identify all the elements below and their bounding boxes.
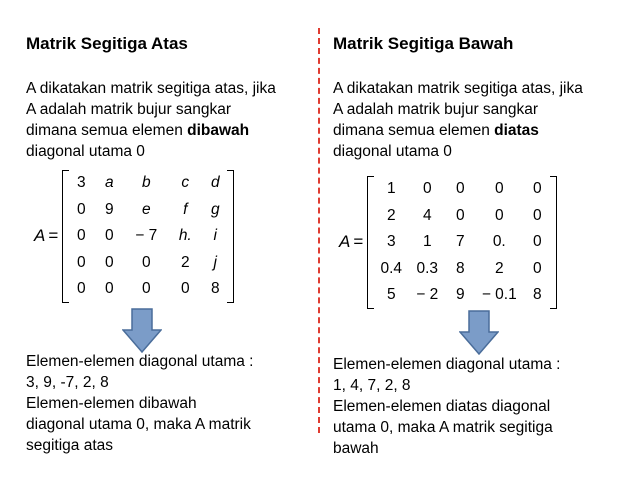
matrix-cell: 8 — [532, 286, 542, 304]
matrix-cell: 3 — [386, 233, 396, 251]
matrix-cell: − 2 — [416, 286, 439, 304]
matrix-cell: 0 — [104, 280, 114, 298]
down-arrow-icon — [459, 310, 499, 355]
matrix-cell: 0 — [141, 280, 151, 298]
matrix-cell: − 7 — [135, 227, 158, 245]
matrix-row — [68, 197, 228, 224]
matrix-cell: f — [183, 200, 188, 218]
matrix-cell: a — [104, 174, 114, 192]
dashed-divider — [318, 28, 320, 433]
emphasis-diatas: diatas — [494, 122, 539, 139]
matrix-cell: 0 — [532, 233, 542, 251]
matrix-cell: 0 — [104, 227, 114, 245]
matrix-row — [373, 229, 551, 256]
matrix-cell: 1 — [422, 233, 432, 251]
matrix-cell: 8 — [210, 280, 220, 298]
matrix-cell: 0 — [455, 180, 465, 198]
matrix-cell: j — [213, 253, 217, 271]
down-arrow-icon — [122, 308, 162, 353]
matrix-cell: 8 — [455, 259, 465, 277]
matrix-cell: 0 — [104, 253, 114, 271]
matrix-cell: 0 — [180, 280, 190, 298]
matrix-cell: 0 — [76, 253, 86, 271]
matrix-cell: g — [210, 200, 220, 218]
matrix-cell: 2 — [180, 253, 190, 271]
matrix-cell: 1 — [386, 180, 396, 198]
matrix-row — [373, 282, 551, 309]
matrix-cell: 4 — [422, 206, 432, 224]
matrix-cell: 0 — [494, 206, 504, 224]
matrix-row — [68, 276, 228, 303]
matrix-cell: 0 — [76, 227, 86, 245]
matrix-cell: 0 — [494, 180, 504, 198]
matrix-lower — [339, 176, 557, 309]
matrix-cell: 2 — [494, 259, 504, 277]
matrix-cell: 5 — [386, 286, 396, 304]
matrix-row — [373, 203, 551, 230]
matrix-cell: e — [141, 200, 151, 218]
matrix-cell: 2 — [386, 206, 396, 224]
matrix-row — [373, 256, 551, 283]
matrix-row — [373, 176, 551, 203]
matrix-cell: 0 — [141, 253, 151, 271]
matrix-cell: 3 — [76, 174, 86, 192]
matrix-row — [68, 170, 228, 197]
matrix-cell: 9 — [455, 286, 465, 304]
conclusion-lower: Elemen-elemen diagonal utama : 1, 4, 7, 2, 8 Elemen-elemen diatas diagonal utama 0, maka A matrik segitiga bawah — [333, 356, 561, 457]
matrix-cell: 0.4 — [380, 259, 403, 277]
emphasis-dibawah: dibawah — [187, 122, 250, 139]
matrix-cell: 0.3 — [416, 259, 439, 277]
matrix-cell: 7 — [455, 233, 465, 251]
section-title-lower: Matrik Segitiga Bawah — [333, 34, 514, 53]
definition-upper: A dikatakan matrik segitiga atas, jika A adalah matrik bujur sangkar dimana semua elemen dibawah diagonal utama 0 — [26, 80, 276, 160]
matrix-cell: 0 — [455, 206, 465, 224]
matrix-cell: d — [210, 174, 220, 192]
matrix-cell: 0 — [76, 200, 86, 218]
matrix-cell: 0. — [492, 233, 506, 251]
matrix-cell: 0 — [532, 206, 542, 224]
conclusion-upper: Elemen-elemen diagonal utama : 3, 9, -7, 2, 8 Elemen-elemen dibawah diagonal utama 0, maka A matrik segitiga atas — [26, 353, 254, 454]
matrix-label: A = — [339, 232, 364, 252]
matrix-grid — [68, 170, 228, 303]
matrix-cell: 0 — [532, 259, 542, 277]
matrix-cell: c — [181, 174, 190, 192]
matrix-cell: 9 — [104, 200, 114, 218]
matrix-cell: h. — [178, 227, 192, 245]
section-title-upper: Matrik Segitiga Atas — [26, 34, 188, 53]
matrix-cell: b — [141, 174, 151, 192]
matrix-row — [68, 250, 228, 277]
matrix-cell: 0 — [422, 180, 432, 198]
matrix-label: A = — [34, 226, 59, 246]
definition-lower: A dikatakan matrik segitiga atas, jika A adalah matrik bujur sangkar dimana semua elemen diatas diagonal utama 0 — [333, 80, 583, 160]
matrix-upper — [34, 170, 234, 303]
matrix-row — [68, 223, 228, 250]
matrix-cell: 0 — [76, 280, 86, 298]
matrix-grid — [373, 176, 551, 309]
matrix-cell: 0 — [532, 180, 542, 198]
matrix-cell: i — [213, 227, 217, 245]
matrix-cell: − 0.1 — [481, 286, 517, 304]
